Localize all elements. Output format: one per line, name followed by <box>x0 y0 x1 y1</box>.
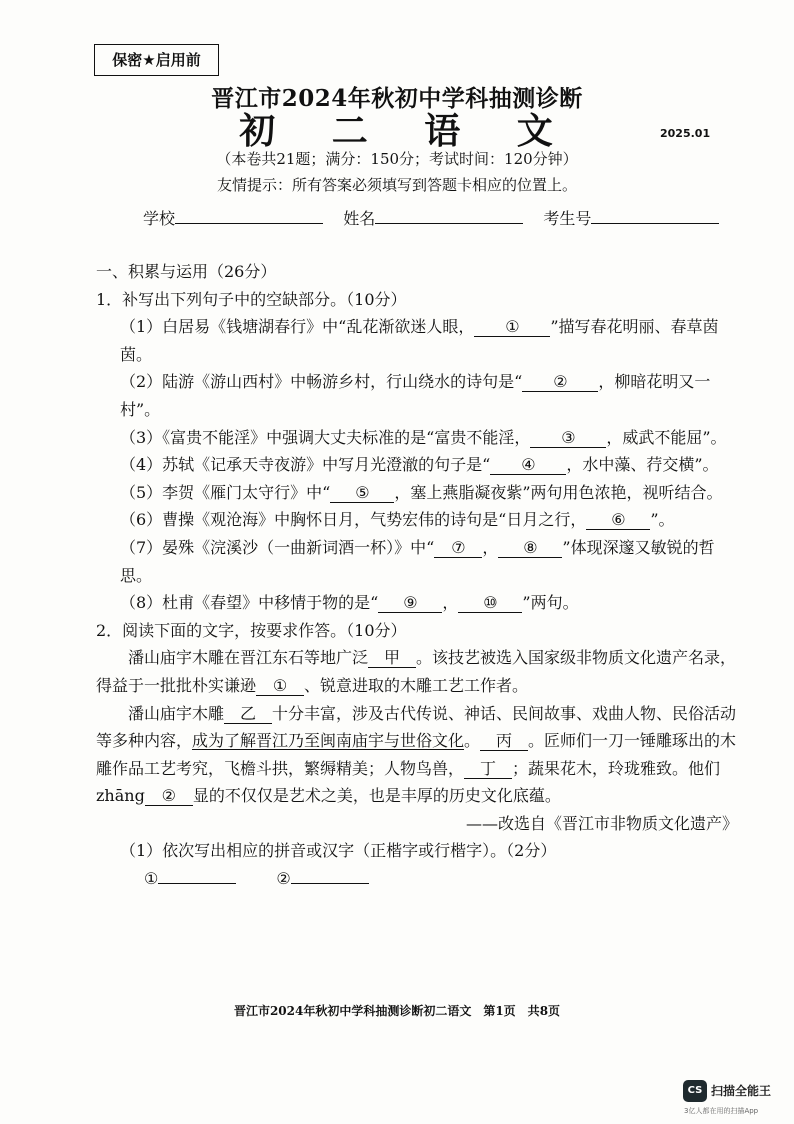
answer-blank[interactable]: ① <box>256 677 304 696</box>
answer-blank[interactable]: ④ <box>490 456 566 475</box>
question-content <box>96 258 746 893</box>
sub-question-1: （1）依次写出相应的拼音或汉字（正楷字或行楷字）。（2分） <box>120 841 557 861</box>
answer-blank[interactable]: 丙 <box>480 732 528 751</box>
underlined-sentence: 成为了解晋江乃至闽南庙宇与世俗文化 <box>192 731 465 751</box>
reading-paragraph-1: 潘山庙宇木雕在晋江东石等地广泛 甲 。该技艺被选入国家级非物质文化遗产名录，得益于一批批朴实谦逊 ① 、锐意进取的木雕工艺工作者。 <box>96 648 737 695</box>
answer-blank[interactable]: ⑦ <box>434 539 482 558</box>
answer-blank[interactable]: ① <box>474 318 550 337</box>
reading-paragraph-2: 潘山庙宇木雕 乙 十分丰富，涉及古代传说、神话、民间故事、戏曲人物、民俗活动等多种内容，成为了解晋江乃至闽南庙宇与世俗文化。 丙 。匠师们一刀一锤雕琢出的木雕作品工艺考究，飞檐斗拱，繁缛精美；人物鸟兽， 丁 ；蔬果花木，玲珑雅致。他们 zhāng ② 显的不仅仅是艺术之美，也是丰厚的历史文化底蕴。 <box>96 703 737 806</box>
subject-title: 初 二 语 文 <box>239 110 575 152</box>
exam-date: 2025.01 <box>660 127 711 140</box>
friendly-tip: 友情提示：所有答案必须填写到答题卡相应的位置上。 <box>216 176 577 194</box>
fill-item: （8）杜甫《春望》中移情于物的是“ ⑨ ， ⑩ ”两句。 <box>120 593 579 613</box>
camscanner-logo-icon: CS <box>683 1080 707 1102</box>
fill-item: （1）白居易《钱塘湖春行》中“乱花渐欲迷人眼， ① ”描写春花明丽、春草茵茵。 <box>120 317 719 364</box>
school-field[interactable] <box>175 209 323 224</box>
answer-lines <box>96 865 746 893</box>
answer-label: ② <box>276 869 291 889</box>
answer-blank[interactable]: 丁 <box>464 760 512 779</box>
answer-field[interactable] <box>291 867 369 884</box>
scanner-watermark <box>683 1080 793 1122</box>
answer-label: ① <box>144 869 159 889</box>
exam-number-field[interactable] <box>591 209 719 224</box>
answer-blank[interactable]: ③ <box>530 429 606 448</box>
name-field[interactable] <box>375 209 523 224</box>
exam-title: 晋江市2024年秋初中学科抽测诊断 <box>211 85 583 112</box>
answer-blank[interactable]: 乙 <box>224 705 272 724</box>
answer-blank[interactable]: ② <box>522 373 598 392</box>
fill-item: （6）曹操《观沧海》中胸怀日月，气势宏伟的诗句是“日月之行， ⑥ ”。 <box>120 510 675 530</box>
name-label: 姓名 <box>343 209 376 228</box>
answer-blank[interactable]: ⑧ <box>498 539 562 558</box>
question-1-stem: 1．补写出下列句子中的空缺部分。（10分） <box>96 289 407 309</box>
student-info-fields <box>143 206 703 229</box>
fill-item: （2）陆游《游山西村》中畅游乡村，行山绕水的诗句是“ ② ，柳暗花明又一村”。 <box>120 372 711 419</box>
page-footer: 晋江市2024年秋初中学科抽测诊断初二语文 第1页 共8页 <box>233 1004 561 1018</box>
answer-blank[interactable]: ⑩ <box>458 594 522 613</box>
fill-item: （7）晏殊《浣溪沙（一曲新词酒一杯）》中“ ⑦ ， ⑧ ”体现深邃又敏锐的哲思。 <box>120 537 715 585</box>
fill-item: （3）《富贵不能淫》中强调大丈夫标准的是“富贵不能淫， ③ ，威武不能屈”。 <box>120 427 727 447</box>
answer-field[interactable] <box>158 867 236 884</box>
answer-blank[interactable]: ② <box>145 787 193 806</box>
section-heading: 一、积累与运用（26分） <box>96 262 277 281</box>
confidential-label: 保密★启用前 <box>94 44 219 76</box>
school-label: 学校 <box>143 209 176 228</box>
exam-info: （本卷共21题；满分：150分；考试时间：120分钟） <box>216 150 578 168</box>
scanner-app-name: 扫描全能王 <box>711 1084 772 1098</box>
exam-number-label: 考生号 <box>543 209 592 228</box>
answer-blank[interactable]: ⑤ <box>330 484 394 503</box>
answer-blank[interactable]: 甲 <box>368 649 416 668</box>
scanner-slogan: 3亿人都在用的扫描App <box>684 1107 759 1115</box>
question-2-stem: 2．阅读下面的文字，按要求作答。（10分） <box>96 620 407 640</box>
answer-blank[interactable]: ⑨ <box>378 594 442 613</box>
answer-blank[interactable]: ⑥ <box>586 511 650 530</box>
fill-item: （4）苏轼《记承天寺夜游》中写月光澄澈的句子是“ ④ ，水中藻、荇交横”。 <box>120 455 719 475</box>
fill-item: （5）李贺《雁门太守行》中“ ⑤ ，塞上燕脂凝夜紫”两句用色浓艳，视听结合。 <box>120 482 723 502</box>
source-citation: ——改选自《晋江市非物质文化遗产》 <box>465 813 738 833</box>
